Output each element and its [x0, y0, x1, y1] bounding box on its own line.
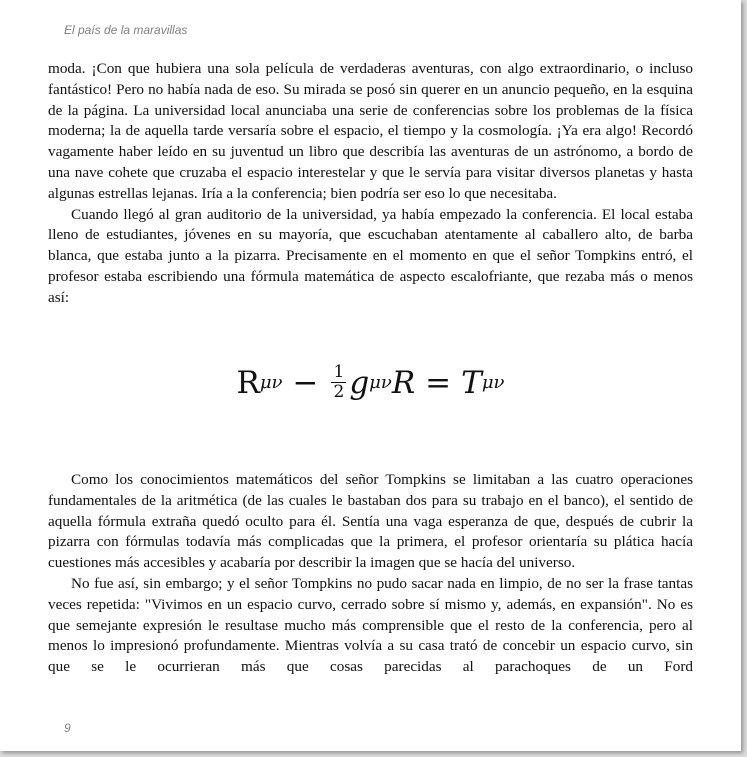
eq-scalar-symbol: R: [391, 364, 416, 401]
eq-minus: −: [292, 364, 319, 401]
eq-tensor-symbol: T: [461, 364, 482, 401]
paragraph: No fue así, sin embargo; y el señor Tompkins no pudo sacar nada en limpio, de no ser la frase tantas veces repetida: "Vivimos en un espacio curvo, cerrado sobre sí mismo y, además, en expansión". No es que semejante expresión le resultase mucho más comprensible que el resto de la conferencia, pero al menos lo impresionó profundamente. Mientras volvía a su casa trató de concebir un espacio curvo, sin que se le ocurrieran más que cosas parecidas al parachoques de un Ford: [48, 574, 693, 676]
equation-formula: R μν − $\frac{1}{2}$ g μν R = T μν: [236, 362, 505, 402]
page-number: 9: [64, 721, 71, 735]
eq-fraction-denominator: 2: [333, 382, 345, 402]
text-block-before-equation: [48, 59, 693, 309]
eq-equals: =: [425, 364, 452, 401]
running-header: El país de la maravillas: [64, 23, 188, 37]
eq-ricci-symbol: R: [236, 364, 260, 401]
paragraph: moda. ¡Con que hubiera una sola película de verdaderas aventuras, con algo extraordinario, o incluso fantástico! Pero no había nada de eso. Su mirada se posó sin querer en un anuncio pequeño, en la esquina de la página. La universidad local anunciaba una serie de conferencias sobre los problemas de la física moderna; la de aquella tarde versaría sobre el espacio, el tiempo y la cosmología. ¡Ya era algo! Recordó vagamente haber leído en su juventud un libro que describía las aventuras de un astrónomo, a bordo de una nave cohete que cruzaba el espacio interestelar y que le servía para visitar diversos planetas y hasta algunas estrellas lejanas. Iría a la conferencia; bien podría ser eso lo que necesitaba.: [48, 60, 693, 202]
eq-fraction-numerator: 1: [333, 362, 345, 382]
paragraph: Cuando llegó al gran auditorio de la universidad, ya había empezado la conferencia. El local estaba lleno de estudiantes, jóvenes en su mayoría, que escuchaban atentamente al caballero alto, de barba blanca, que estaba junto a la pizarra. Precisamente en el momento en que el señor Tompkins entró, el profesor estaba escribiendo una fórmula matemática de aspecto escalofriante, que rezaba más o menos así:: [48, 205, 693, 306]
eq-fraction: [331, 364, 346, 401]
eq-metric-symbol: g: [349, 364, 370, 401]
paragraph: Como los conocimientos matemáticos del señor Tompkins se limitaban a las cuatro operaciones fundamentales de la aritmética (de las cuales le bastaban dos para su trabajo en el banco), el sentido de aquella fórmula extraña quedó oculto para él. Sentía una vaga esperanza de que, después de cubrir la pizarra con fórmulas todavía más complicadas que la primera, el profesor orientaría su plática hacía cuestiones más accesibles y acabaría por describir la imagen que se hacía del universo.: [48, 471, 693, 572]
text-block-after-equation: [48, 470, 693, 678]
field-equation: [0, 364, 741, 424]
